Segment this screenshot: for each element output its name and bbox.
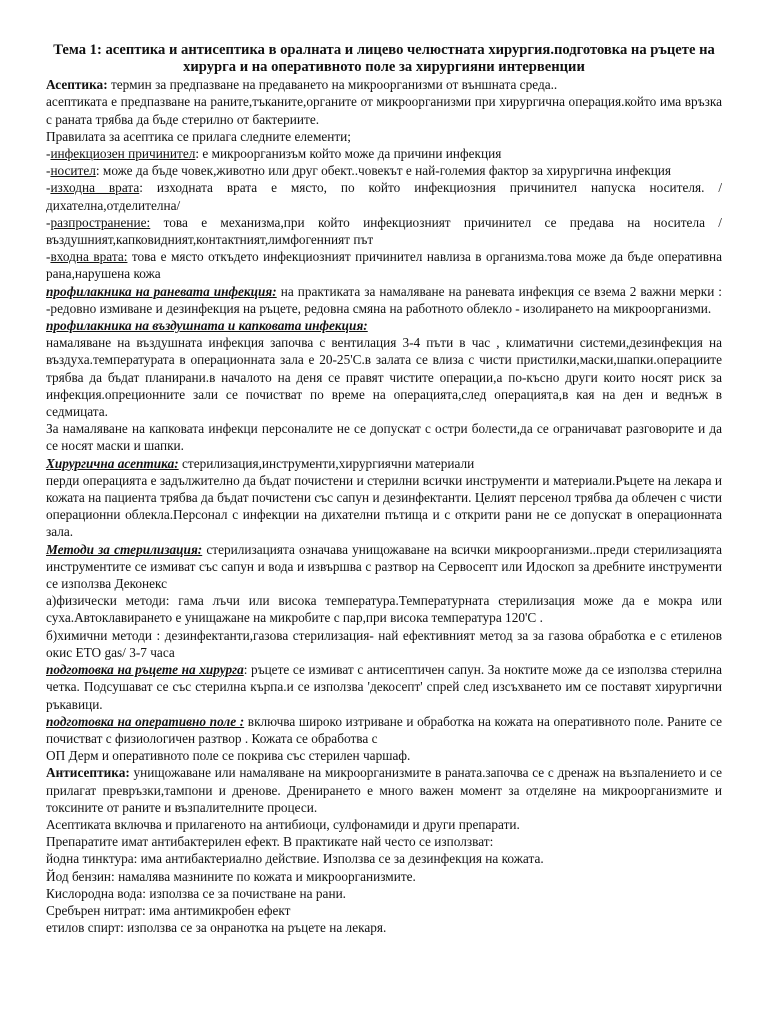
paragraph	[46, 919, 722, 936]
paragraph-text: -	[46, 146, 51, 161]
paragraph-text: етилов спирт: използва се за онранотка на ръцете на лекаря.	[46, 920, 387, 936]
term-underlined: входна врата:	[50, 249, 128, 265]
paragraph-text: термин за предпазване на предаването на микроорганизми от външната среда..	[107, 77, 558, 93]
paragraph	[46, 764, 722, 816]
term-label: Антисептика:	[46, 765, 130, 781]
paragraph-text: Кислородна вода: използва се за почистване на рани.	[46, 885, 347, 901]
paragraph-text: унищожаване или намаляване на микроорганизмите в раната.започва се с дренаж на възпалението и се прилагат превръзки,тампони и дренове. Дренирането е много важен момент за отделяне на микроорганизмите и токсините от раните и възпалителните процеси.	[46, 765, 722, 815]
paragraph	[46, 455, 722, 472]
paragraph-text: -	[46, 163, 51, 179]
paragraph	[46, 317, 722, 334]
paragraph-text: Правилата за асептика се прилага следните елементи;	[46, 128, 351, 144]
paragraph	[46, 128, 722, 145]
paragraph-text: Сребърен нитрат: има антимикробен ефект	[46, 902, 291, 918]
paragraph	[46, 713, 722, 747]
paragraph-text: йодна тинктура: има антибактериално действие. Използва се за дезинфекция на кожата.	[46, 851, 544, 867]
paragraph-text: б)химични методи : дезинфектанти,газова стерилизация- най ефективният метод за за газова обработка е с етиленов окис ЕТО gas/ 3-7 часа	[46, 627, 722, 660]
paragraph	[46, 179, 722, 213]
paragraph-text: асептиката е предпазване на раните,тъканите,органите от микроорганизми при хирургична операция.който има връзка с раната трябва да бъде стерилно от бактериите.	[46, 94, 722, 127]
section-heading: подготовка на оперативно поле :	[46, 713, 245, 729]
paragraph-text: : е микроорганизъм който може да причини инфекция	[195, 146, 502, 161]
section-heading: Хирургична асептика:	[46, 455, 179, 471]
paragraph	[46, 868, 722, 885]
paragraph	[46, 850, 722, 867]
term-underlined: инфекциозен причинител	[50, 146, 196, 161]
paragraph-text: Препаратите имат антибактерилен ефект. В практикате най често се използват:	[46, 834, 494, 850]
paragraph-text: ОП Дерм и оперативното поле се покрива със стерилен чаршаф.	[46, 748, 411, 764]
paragraph	[46, 420, 722, 454]
paragraph-text: това е механизма,при който инфекциозният причинител се предава на носитела / въздушният,капковидният,контактният,лимфогенният път	[46, 214, 722, 248]
paragraph	[46, 885, 722, 902]
paragraph-text: включва широко изтриване и обработка на кожата на оперативното поле. Раните се почистват с физиологичен разтвор . Кожата се обработва с	[46, 713, 722, 746]
paragraph-text: Йод бензин: намалява мазнините по кожата и микроорганизмите.	[46, 868, 416, 884]
paragraph	[46, 627, 722, 661]
paragraph	[46, 747, 722, 764]
paragraph-text: : ръцете се измиват с антисептичен сапун. За ноктите може да се използва стерилна четка. Подсушават се със стерилна кърпа.и се използва 'декосепт' спрей след изсъхването им се поставят хирургични ръкавици.	[46, 662, 722, 712]
paragraph	[46, 283, 722, 317]
paragraph-text: -	[46, 249, 51, 265]
section-heading: профилакника на раневата инфекция:	[46, 283, 277, 299]
paragraph-text: а)физически методи: гама лъчи или висока температура.Температурната стерилизация може да е мокра или суха.Автоклавирането е унищажане на микробите с пар,при висока температура 120'С .	[46, 593, 722, 626]
paragraph-text: : може да бъде човек,животно или друг обект..човекът е най-големия фактор за хирургична инфекция	[95, 163, 672, 179]
paragraph	[46, 902, 722, 919]
paragraph	[46, 93, 722, 127]
paragraph-text: перди операцията е задължително да бъдат почистени и стерилни всички инструменти и материали.Ръцете на лекара и кожата на пациента трябва да бъдат почистени със сапун и дезинфектанти. Целият персенол трябва да облечен с чисти операционни облекла.Персонал с инфекции на дихателни пътища и с открити рани не се допускат в операционната зала.	[46, 472, 722, 540]
paragraph	[46, 334, 722, 420]
paragraph	[46, 661, 722, 713]
term-underlined: разпространение:	[50, 214, 151, 230]
paragraph-text: За намаляване на капковата инфекци персоналите не се допускат с остри болести,да се ограничават разговорите и да се носят маски и шапки.	[46, 421, 722, 454]
section-heading: подготовка на ръцете на хирурга	[46, 662, 244, 678]
document-page	[46, 42, 722, 936]
paragraph	[46, 214, 722, 248]
section-heading: Методи за стерилизация:	[46, 541, 203, 557]
paragraph-text: -	[46, 214, 51, 230]
paragraph-text: Асептиката включва и прилагеното на антибиоци, сулфонамиди и други препарати.	[46, 816, 520, 832]
paragraph-text: -	[46, 180, 51, 196]
paragraph-text: намаляване на въздушната инфекция започва с вентилация 3-4 пъти в час , климатични системи,дезинфекция на въздуха.температурата в операционната зала е 20-25'С.в залата се влиза с чисти пристилки,маски,шапки.операциите трябва да бъдат планирани.в началото на деня се правят чистите операции,а по-късно други които носят риск за инфекция.опреционните зали се почистват по време на операцията,след операцията,в кая на ден и веднъж в седмицата.	[46, 335, 722, 420]
paragraph-text: стерилизацията означава унищожаване на всички микроорганизми..преди стерилизацията инструментите се измиват със сапун и вода и извършва с разтвор на Сервосепт или Идоскоп за дребните инструменти се използва Деконекс	[46, 541, 722, 592]
term-underlined: носител	[50, 163, 96, 179]
paragraph	[46, 248, 722, 282]
section-heading: профилакника на въздушната и капковата инфекция:	[46, 318, 368, 334]
paragraph	[46, 592, 722, 626]
paragraph-text: на практиката за намаляване на раневата инфекция се взема 2 важни мерки : -редовно измиване и дезинфекция на ръцете, редовна смяна на работното облекло - изолирането на микроорганизми.	[46, 283, 723, 316]
paragraph	[46, 541, 722, 593]
paragraph	[46, 816, 722, 833]
document-title: Тема 1: асептика и антисептика в оралната и лицево челюстната хирургия.подготовка на ръцете на хирурга и на оперативното поле за хирургияни интервенции	[53, 42, 715, 75]
paragraph	[46, 76, 722, 93]
paragraph	[46, 833, 722, 850]
term-label: Асептика:	[46, 77, 108, 93]
paragraph-text: това е място откъдето инфекциозният причинител навлиза в организма.това може да бъде оперативна рана,нарушена кожа	[46, 249, 722, 282]
term-underlined: изходна врата	[50, 180, 140, 196]
document-body	[46, 76, 722, 936]
paragraph	[46, 145, 722, 162]
paragraph	[46, 472, 722, 541]
paragraph-text: : изходната врата е място, по който инфекциозния причинител напуска носителя. / дихателна,отделителна/	[46, 180, 723, 213]
paragraph	[46, 162, 722, 179]
paragraph-text: стерилизация,инструменти,хирургиячни материали	[178, 455, 475, 471]
